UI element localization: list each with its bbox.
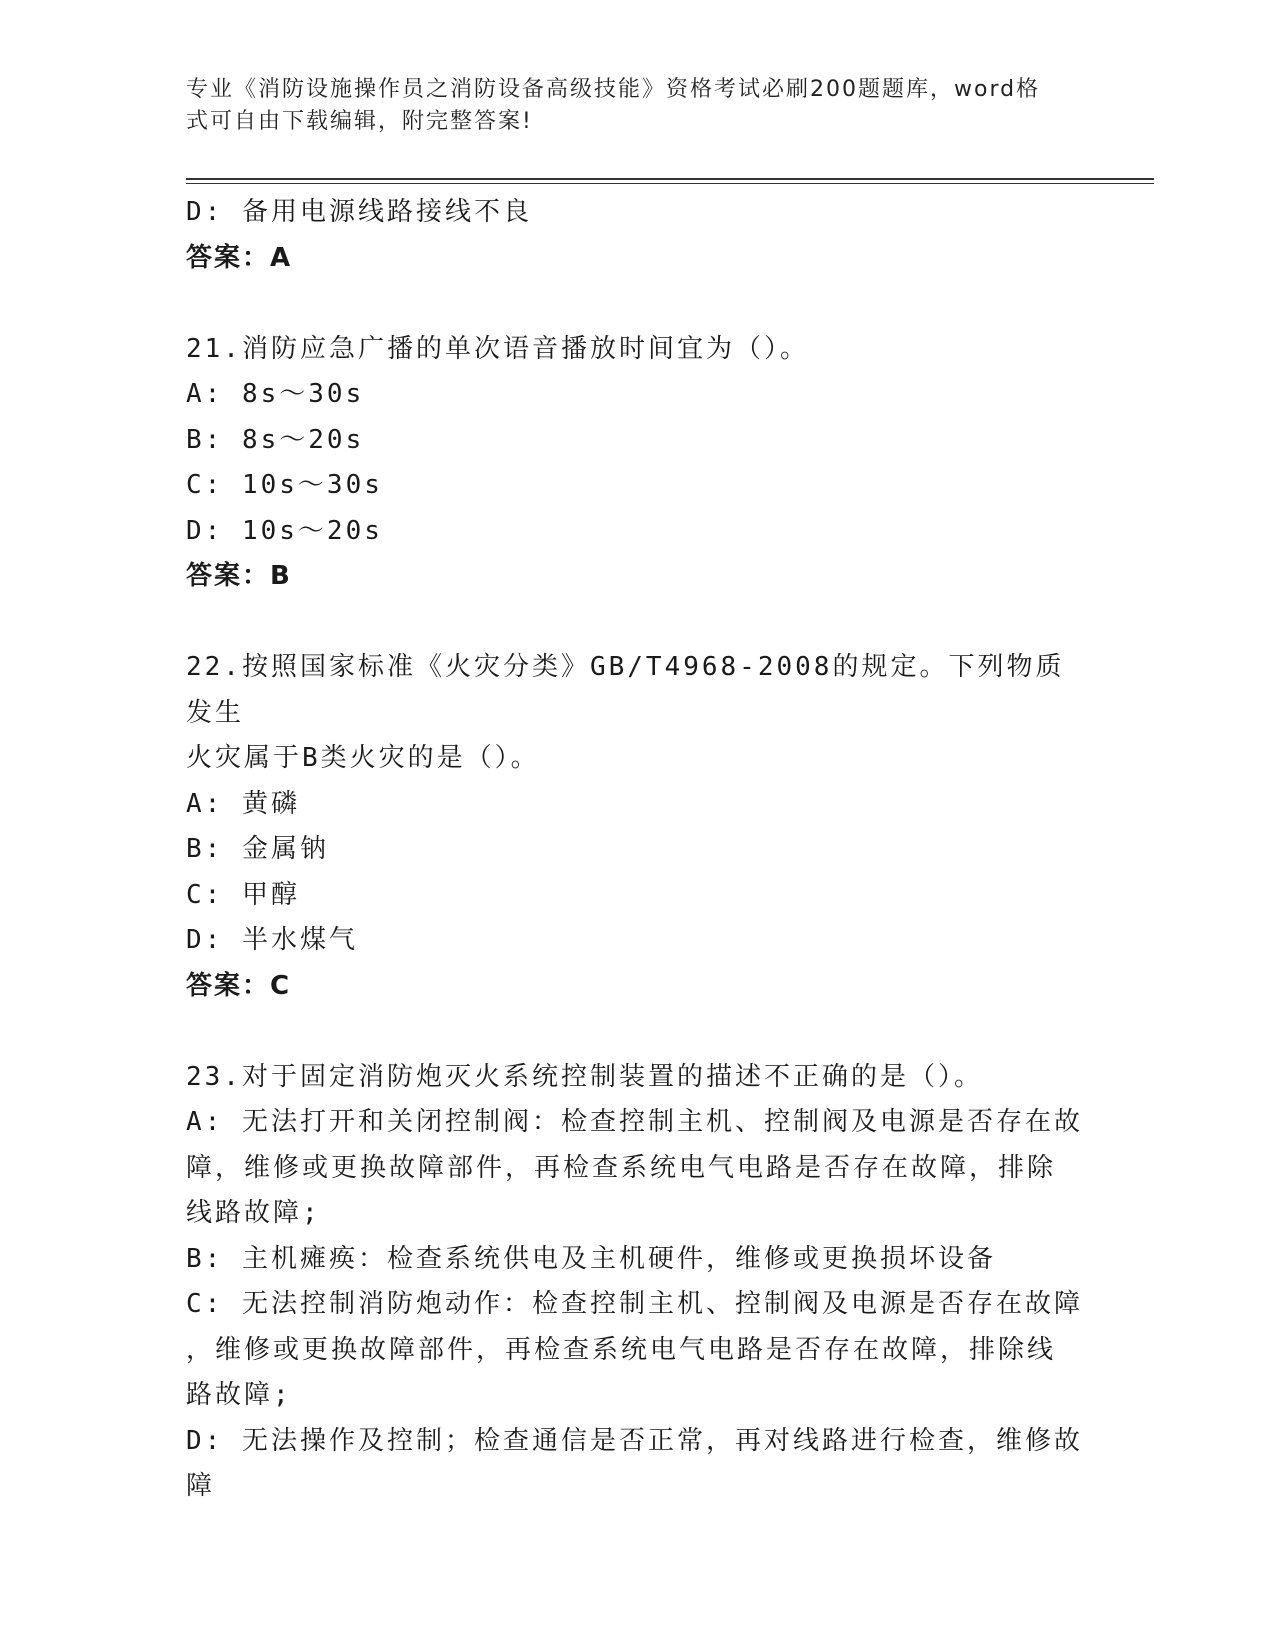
spacer [186, 600, 1086, 646]
header-line-2: 式可自由下载编辑，附完整答案! [186, 109, 533, 134]
header-line-1: 专业《消防设施操作员之消防设备高级技能》资格考试必刷200题题库，word格 [186, 77, 1041, 102]
option-d: D: 半水煤气 [186, 925, 358, 955]
option-d: D: 10s～20s [186, 515, 383, 546]
answer-line: 答案：A [186, 242, 293, 273]
question-stem-line-1: 22.按照国家标准《火灾分类》GB/T4968-2008的规定。下列物质发生 [186, 652, 1065, 728]
option-c: C: 10s～30s [186, 470, 383, 500]
question-22 [186, 645, 1086, 1009]
answer-line: 答案：C [186, 970, 292, 1001]
question-stem: 23.对于固定消防炮灭火系统控制装置的描述不正确的是（）。 [186, 1061, 983, 1092]
spacer [186, 281, 1086, 327]
question-content [186, 190, 1086, 1510]
question-stem: 21.消防应急广播的单次语音播放时间宜为（）。 [186, 333, 809, 364]
option-b: B: 金属钠 [186, 834, 329, 864]
option-b: B: 8s～20s [186, 424, 365, 455]
page-header [186, 74, 1066, 138]
question-stem-line-2: 火灾属于B类火灾的是（）。 [186, 743, 540, 773]
option-c-line-1: C: 无法控制消防炮动作：检查控制主机、控制阀及电源是否存在故障 [186, 1289, 1083, 1319]
option-d-line-1: D: 无法操作及控制；检查通信是否正常，再对线路进行检查，维修故 [186, 1425, 1083, 1456]
option-a-line-2: 障，维修或更换故障部件，再检查系统电气电路是否存在故障，排除 [186, 1152, 1057, 1183]
question-21 [186, 327, 1086, 600]
option-a: A: 8s～30s [186, 379, 365, 409]
option-c-line-3: 路故障; [186, 1380, 292, 1410]
spacer [186, 1009, 1086, 1055]
option-c-line-2: ，维修或更换故障部件，再检查系统电气电路是否存在故障，排除线 [186, 1334, 1057, 1365]
option-d-line-2: 障 [186, 1471, 216, 1501]
header-divider-thick [186, 178, 1154, 180]
answer-line: 答案：B [186, 561, 292, 591]
question-23 [186, 1055, 1086, 1510]
option-a-line-1: A: 无法打开和关闭控制阀：检查控制主机、控制阀及电源是否存在故 [186, 1107, 1083, 1137]
option-a-line-3: 线路故障; [186, 1198, 321, 1228]
previous-question-tail [186, 190, 1086, 281]
option-d: D: 备用电源线路接线不良 [186, 197, 532, 227]
option-b: B: 主机瘫痪：检查系统供电及主机硬件，维修或更换损坏设备 [186, 1243, 996, 1274]
option-a: A: 黄磷 [186, 788, 300, 819]
header-divider-thin [186, 183, 1154, 184]
option-c: C: 甲醇 [186, 879, 300, 910]
